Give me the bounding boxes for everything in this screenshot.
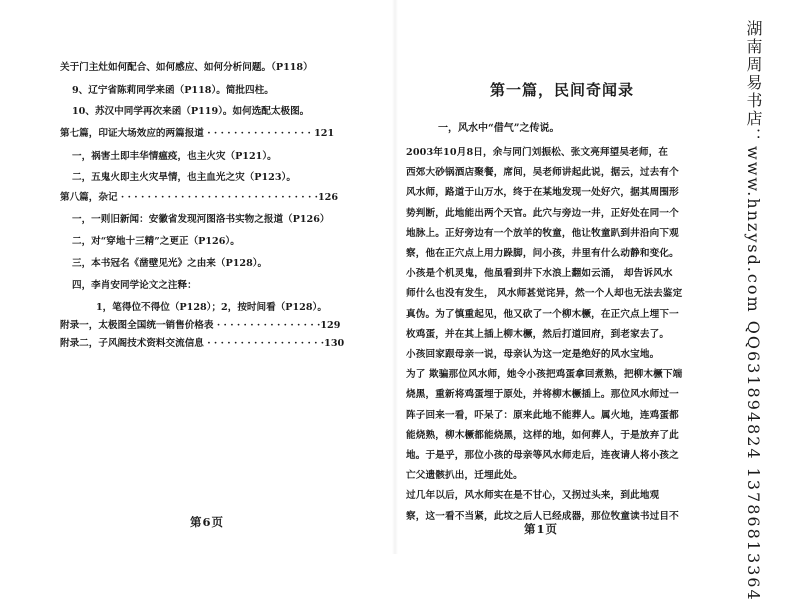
article-line: 察，他在正穴点上用力跺脚，问小孩，井里有什么动静和变化。	[406, 248, 679, 259]
article-line: 师什么也没有发生， 风水师甚觉诧异，然一个人却也无法去鉴定	[406, 288, 683, 299]
right-page-number: 第1页	[524, 522, 559, 536]
article-line: 地。于是乎，那位小孩的母亲等风水师走后，连夜请人将小孩之	[406, 450, 679, 461]
article-line: 小孩回家跟母亲一说，母亲认为这一定是绝好的风水宝地。	[406, 349, 660, 360]
article-line: 西郊大砂锅酒店聚餐，席间，吴老师讲起此说，据云，过去有个	[406, 167, 679, 178]
left-page-number: 第6页	[190, 515, 225, 529]
article-line: 小孩是个机灵鬼，他虽看到井下水浪上翻如云涌， 却告诉风水	[406, 268, 673, 279]
toc-entry: 9、辽宁省陈莉同学来函（P118）。简批四柱。	[72, 85, 274, 96]
toc-entry: 二，对“穿地十三精”之更正（P126）。	[72, 236, 240, 247]
article-line: 风水师，路道于山万水，终于在某地发现一处好穴，据其周围形	[406, 187, 679, 198]
toc-entry: 附录二，子风阁技术资料交流信息 · · · · · · · · · · · · · · · · · ·130	[60, 338, 345, 349]
article-line: 过几年以后，风水师实在是不甘心，又拐过头来，到此地观	[406, 490, 660, 501]
toc-entry: 二，五鬼火即主火灾旱情，也主血光之灾（P123）。	[72, 172, 296, 183]
article-line: 为了 欺骗那位风水师，她令小孩把鸡蛋拿回煮熟，把柳木橛下端	[406, 369, 683, 380]
toc-entry: 10、苏汉中同学再次来函（P119）。如何选配太极图。	[72, 106, 310, 117]
article-line: 枚鸡蛋，并在其上插上柳木橛，然后打道回府，到老家去了。	[406, 329, 670, 340]
article-line: 能烧熟，柳木橛都能烧黑，这样的地，如何葬人，于是放弃了此	[406, 430, 679, 441]
section-title: 一，风水中“借气”之传说。	[438, 123, 560, 134]
article-line: 亡父遗骸扒出，迁埋此处。	[406, 470, 523, 481]
toc-entry: 第七篇，印证大场效应的两篇报道 · · · · · · · · · · · · · · · · 121	[60, 128, 335, 139]
toc-entry: 第八篇，杂记 · · · · · · · · · · · · · · · · · · · · · · · · · · · · · ·126	[60, 192, 338, 203]
article-line: 地脉上。正好旁边有一个放羊的牧童，他让牧童趴到井沿向下观	[406, 228, 679, 239]
article-line: 阵子回来一看，吓呆了：原来此地不能葬人。属火地，连鸡蛋都	[406, 410, 679, 421]
article-line: 势判断，此地能出两个天官。此穴与旁边一井，正好处在同一个	[406, 208, 679, 219]
toc-entry: 三，本书冠名《凿壁见光》之由来（P128）。	[72, 258, 268, 269]
toc-entry: 一，祸害土即丰华情瘟疫，也主火灾（P121）。	[72, 151, 277, 162]
article-line: 察，这一看不当紧，此坟之后人已经成器，那位牧童读书过目不	[406, 511, 679, 522]
toc-entry: 附录一，太极图全国统一销售价格表 · · · · · · · · · · · · · · · ·129	[60, 320, 341, 331]
toc-entry: 关于门主灶如何配合、如何感应、如何分析问题。（P118）	[60, 62, 313, 73]
article-line: 真伪。为了慎重起见，他又砍了一个柳木橛，在正穴点上埋下一	[406, 309, 679, 320]
toc-entry: 四，李肖安同学论文之注释：	[72, 280, 197, 291]
article-line: 2003年10月8日，余与同门刘振松、张文亮拜望吴老师，在	[406, 147, 669, 158]
store-watermark: 湖南周易书店：www.hnzysd.com QQ631894824 13786813364	[744, 20, 763, 602]
chapter-title: 第一篇，民间奇闻录	[490, 81, 635, 99]
article-line: 烧黑，重新将鸡蛋埋于原处，并将柳木橛插上。那位风水师过一	[406, 389, 679, 400]
toc-entry: 一，一则旧新闻：安徽省发现河图洛书实物之报道（P126）	[72, 214, 330, 225]
page-gutter	[392, 0, 398, 554]
toc-entry: 1，笔得位不得位（P128）；2，按时间看（P128）。	[96, 302, 327, 313]
